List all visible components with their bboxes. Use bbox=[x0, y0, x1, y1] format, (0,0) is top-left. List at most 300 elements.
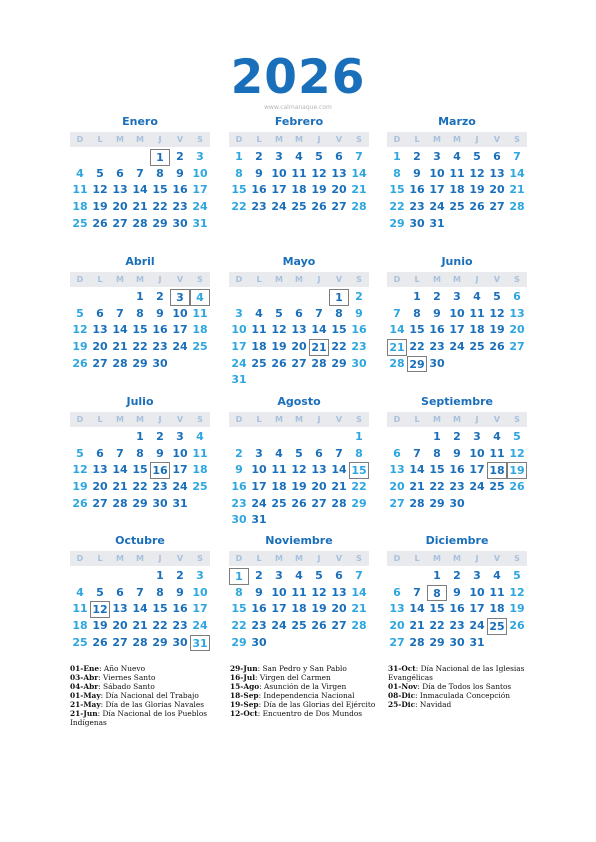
day-cell: 1 bbox=[136, 430, 144, 443]
day-cell: 28 bbox=[331, 496, 347, 510]
empty-cell bbox=[90, 149, 110, 166]
day-cell: 6 bbox=[493, 150, 501, 163]
day-cell: 21 bbox=[331, 480, 347, 494]
day-cell: 2 bbox=[176, 569, 184, 582]
day-cell: 24 bbox=[429, 200, 445, 214]
day-cell: 4 bbox=[275, 446, 283, 460]
day-cell: 19 bbox=[72, 480, 88, 494]
day-cell: 11 bbox=[469, 306, 485, 320]
day-cell: 28 bbox=[509, 200, 525, 214]
holiday-note: 03-Abr: Viernes Santo bbox=[70, 673, 156, 682]
weekday-label: V bbox=[176, 415, 184, 424]
empty-cell bbox=[130, 568, 150, 585]
day-cell: 2 bbox=[453, 569, 461, 582]
day-cell: 3 bbox=[255, 446, 263, 460]
day-cell: 6 bbox=[96, 306, 104, 320]
weekday-label: V bbox=[335, 275, 343, 284]
day-cell: 25 bbox=[291, 200, 307, 214]
day-cell: 27 bbox=[489, 200, 505, 214]
day-cell: 13 bbox=[389, 602, 405, 616]
day-cell: 13 bbox=[112, 602, 128, 616]
day-cell: 23 bbox=[152, 480, 168, 494]
month-name: Abril bbox=[125, 255, 155, 268]
weekday-label: S bbox=[356, 275, 362, 284]
day-cell: 12 bbox=[92, 183, 108, 197]
day-cell: 11 bbox=[192, 306, 208, 320]
weekday-label: M bbox=[136, 275, 144, 284]
day-cell: 27 bbox=[112, 635, 128, 649]
day-cell: 12 bbox=[311, 585, 327, 599]
day-cell: 20 bbox=[331, 602, 347, 616]
day-cell: 3 bbox=[235, 306, 243, 320]
day-cell: 3 bbox=[453, 290, 461, 303]
day-cell: 7 bbox=[355, 569, 363, 582]
holiday-name: San Pedro y San Pablo bbox=[262, 664, 347, 673]
day-cell: 13 bbox=[112, 183, 128, 197]
day-cell: 7 bbox=[136, 166, 144, 180]
day-cell: 14 bbox=[389, 323, 405, 337]
day-cell: 26 bbox=[72, 356, 88, 370]
holiday-date: 21-Jun bbox=[70, 709, 98, 718]
day-cell: 25 bbox=[72, 635, 88, 649]
day-cell: 23 bbox=[231, 496, 247, 510]
day-cell: 18 bbox=[192, 463, 208, 477]
weekday-label: L bbox=[256, 415, 262, 424]
weekday-label: M bbox=[453, 554, 461, 563]
weekday-label: J bbox=[317, 275, 321, 284]
day-cell: 15 bbox=[409, 323, 425, 337]
day-cell: 25 bbox=[192, 340, 208, 354]
empty-cell bbox=[70, 289, 90, 306]
day-cell: 23 bbox=[251, 619, 267, 633]
month-agosto bbox=[229, 395, 369, 529]
day-cell: 21 bbox=[409, 619, 425, 633]
weekday-label: M bbox=[295, 415, 303, 424]
day-cell: 29 bbox=[351, 496, 367, 510]
day-cell: 16 bbox=[351, 323, 367, 337]
day-cell: 7 bbox=[116, 446, 124, 460]
day-cell: 12 bbox=[291, 463, 307, 477]
holiday-day-cell: 21 bbox=[387, 339, 407, 356]
day-cell: 28 bbox=[351, 200, 367, 214]
holiday-day-cell: 8 bbox=[427, 585, 447, 602]
day-cell: 19 bbox=[92, 619, 108, 633]
day-cell: 19 bbox=[291, 480, 307, 494]
weekday-label: D bbox=[76, 275, 84, 284]
day-cell: 10 bbox=[271, 585, 287, 599]
day-cell: 14 bbox=[132, 602, 148, 616]
weekday-label: S bbox=[514, 135, 520, 144]
month-enero bbox=[70, 115, 210, 232]
day-cell: 11 bbox=[192, 446, 208, 460]
day-cell: 21 bbox=[509, 183, 525, 197]
holiday-name: Día Nacional del Trabajo bbox=[105, 691, 199, 700]
day-cell: 23 bbox=[351, 340, 367, 354]
holiday-day-cell: 1 bbox=[229, 568, 249, 585]
day-cell: 29 bbox=[331, 356, 347, 370]
day-cell: 13 bbox=[389, 463, 405, 477]
holiday-note: 01-Ene: Año Nuevo bbox=[70, 664, 146, 673]
site-watermark: www.calmanaque.com bbox=[264, 104, 332, 111]
weekday-label: M bbox=[433, 554, 441, 563]
day-cell: 25 bbox=[271, 496, 287, 510]
weekday-label: M bbox=[136, 554, 144, 563]
day-cell: 25 bbox=[291, 619, 307, 633]
day-cell: 27 bbox=[291, 356, 307, 370]
day-cell: 11 bbox=[291, 585, 307, 599]
month-name: Mayo bbox=[282, 255, 316, 268]
holiday-day-cell: 21 bbox=[309, 339, 329, 356]
weekday-header bbox=[387, 551, 527, 566]
day-grid bbox=[387, 568, 527, 651]
weekday-header bbox=[70, 551, 210, 566]
day-cell: 1 bbox=[355, 430, 363, 443]
day-cell: 4 bbox=[493, 569, 501, 582]
day-cell: 6 bbox=[116, 585, 124, 599]
day-cell: 14 bbox=[311, 323, 327, 337]
day-cell: 21 bbox=[132, 619, 148, 633]
holiday-date: 21-May bbox=[70, 700, 101, 709]
holiday-date: 01-Ene bbox=[70, 664, 100, 673]
empty-cell bbox=[90, 429, 110, 446]
day-cell: 17 bbox=[172, 463, 188, 477]
day-cell: 31 bbox=[172, 496, 188, 510]
day-cell: 24 bbox=[192, 200, 208, 214]
day-cell: 18 bbox=[271, 480, 287, 494]
weekday-label: L bbox=[97, 415, 103, 424]
weekday-label: S bbox=[514, 554, 520, 563]
holiday-date: 04-Abr bbox=[70, 682, 99, 691]
day-cell: 22 bbox=[152, 619, 168, 633]
holiday-day-cell: 31 bbox=[190, 635, 210, 652]
day-cell: 29 bbox=[389, 216, 405, 230]
day-cell: 7 bbox=[136, 585, 144, 599]
day-cell: 17 bbox=[469, 463, 485, 477]
day-cell: 10 bbox=[469, 446, 485, 460]
day-cell: 3 bbox=[473, 430, 481, 443]
day-cell: 1 bbox=[235, 150, 243, 163]
day-cell: 6 bbox=[393, 446, 401, 460]
day-cell: 22 bbox=[429, 619, 445, 633]
day-cell: 4 bbox=[76, 166, 84, 180]
month-name: Noviembre bbox=[265, 534, 333, 547]
day-cell: 28 bbox=[409, 496, 425, 510]
day-cell: 29 bbox=[231, 635, 247, 649]
day-cell: 7 bbox=[393, 306, 401, 320]
day-cell: 4 bbox=[295, 150, 303, 163]
day-cell: 15 bbox=[429, 463, 445, 477]
day-cell: 5 bbox=[76, 306, 84, 320]
weekday-label: S bbox=[356, 135, 362, 144]
day-cell: 20 bbox=[112, 619, 128, 633]
empty-cell bbox=[70, 429, 90, 446]
day-cell: 16 bbox=[449, 463, 465, 477]
day-cell: 27 bbox=[92, 496, 108, 510]
day-cell: 27 bbox=[509, 340, 525, 354]
day-cell: 13 bbox=[92, 323, 108, 337]
day-cell: 22 bbox=[152, 200, 168, 214]
day-cell: 25 bbox=[251, 356, 267, 370]
day-cell: 27 bbox=[331, 619, 347, 633]
day-cell: 22 bbox=[231, 619, 247, 633]
day-cell: 22 bbox=[351, 480, 367, 494]
holiday-date: 01-Nov bbox=[388, 682, 418, 691]
day-cell: 14 bbox=[409, 602, 425, 616]
day-cell: 8 bbox=[413, 306, 421, 320]
day-cell: 24 bbox=[271, 200, 287, 214]
day-cell: 26 bbox=[489, 340, 505, 354]
day-cell: 26 bbox=[92, 635, 108, 649]
day-cell: 18 bbox=[251, 340, 267, 354]
day-grid bbox=[229, 289, 369, 389]
day-cell: 31 bbox=[231, 373, 247, 387]
holiday-date: 29-Jun bbox=[230, 664, 258, 673]
day-cell: 6 bbox=[116, 166, 124, 180]
day-cell: 14 bbox=[112, 463, 128, 477]
weekday-label: M bbox=[453, 415, 461, 424]
holiday-note: 31-Oct: Día Nacional de las Iglesias Evangélicas bbox=[388, 664, 525, 682]
day-cell: 9 bbox=[453, 446, 461, 460]
holiday-date: 18-Sep bbox=[230, 691, 259, 700]
day-cell: 26 bbox=[271, 356, 287, 370]
day-cell: 4 bbox=[473, 290, 481, 303]
day-cell: 26 bbox=[311, 200, 327, 214]
day-cell: 25 bbox=[72, 216, 88, 230]
empty-cell bbox=[70, 568, 90, 585]
day-cell: 16 bbox=[172, 602, 188, 616]
day-grid bbox=[387, 149, 527, 232]
day-cell: 17 bbox=[469, 602, 485, 616]
holiday-name: Viernes Santo bbox=[103, 673, 156, 682]
day-cell: 8 bbox=[156, 585, 164, 599]
day-cell: 20 bbox=[389, 619, 405, 633]
day-cell: 9 bbox=[176, 166, 184, 180]
empty-cell bbox=[70, 149, 90, 166]
weekday-label: J bbox=[158, 275, 162, 284]
weekday-label: L bbox=[97, 275, 103, 284]
day-cell: 8 bbox=[433, 446, 441, 460]
day-cell: 29 bbox=[132, 496, 148, 510]
month-name: Septiembre bbox=[421, 395, 493, 408]
day-cell: 8 bbox=[156, 166, 164, 180]
weekday-label: V bbox=[493, 415, 501, 424]
day-cell: 13 bbox=[311, 463, 327, 477]
holiday-name: Encuentro de Dos Mundos bbox=[262, 709, 363, 718]
day-grid bbox=[70, 568, 210, 651]
day-cell: 2 bbox=[453, 430, 461, 443]
day-cell: 12 bbox=[72, 463, 88, 477]
day-cell: 7 bbox=[413, 446, 421, 460]
empty-cell bbox=[269, 289, 289, 306]
day-cell: 22 bbox=[389, 200, 405, 214]
day-grid bbox=[387, 289, 527, 372]
weekday-label: D bbox=[235, 135, 243, 144]
weekday-label: D bbox=[235, 554, 243, 563]
day-cell: 10 bbox=[172, 306, 188, 320]
day-cell: 5 bbox=[96, 585, 104, 599]
weekday-label: S bbox=[197, 415, 203, 424]
day-cell: 7 bbox=[355, 150, 363, 163]
weekday-label: S bbox=[356, 415, 362, 424]
day-cell: 4 bbox=[255, 306, 263, 320]
day-cell: 10 bbox=[429, 166, 445, 180]
day-cell: 26 bbox=[92, 216, 108, 230]
day-cell: 7 bbox=[116, 306, 124, 320]
day-cell: 24 bbox=[172, 340, 188, 354]
day-cell: 30 bbox=[449, 496, 465, 510]
day-cell: 17 bbox=[251, 480, 267, 494]
day-cell: 26 bbox=[311, 619, 327, 633]
day-cell: 22 bbox=[409, 340, 425, 354]
day-cell: 27 bbox=[389, 635, 405, 649]
day-cell: 9 bbox=[355, 306, 363, 320]
day-cell: 11 bbox=[489, 446, 505, 460]
day-cell: 9 bbox=[255, 166, 263, 180]
day-grid bbox=[70, 149, 210, 232]
empty-cell bbox=[309, 429, 329, 446]
weekday-label: J bbox=[317, 415, 321, 424]
weekday-label: J bbox=[158, 415, 162, 424]
day-cell: 11 bbox=[449, 166, 465, 180]
month-name: Julio bbox=[126, 395, 154, 408]
day-cell: 29 bbox=[152, 216, 168, 230]
day-cell: 10 bbox=[172, 446, 188, 460]
weekday-header bbox=[229, 412, 369, 427]
weekday-label: M bbox=[433, 135, 441, 144]
weekday-header bbox=[387, 272, 527, 287]
weekday-label: S bbox=[356, 554, 362, 563]
day-cell: 30 bbox=[152, 496, 168, 510]
month-mayo bbox=[229, 255, 369, 389]
day-cell: 10 bbox=[251, 463, 267, 477]
weekday-label: V bbox=[335, 554, 343, 563]
holiday-day-cell: 18 bbox=[487, 462, 507, 479]
holiday-name: Sábado Santo bbox=[103, 682, 155, 691]
day-cell: 17 bbox=[429, 183, 445, 197]
day-cell: 12 bbox=[469, 166, 485, 180]
weekday-label: J bbox=[317, 135, 321, 144]
day-cell: 22 bbox=[132, 340, 148, 354]
day-cell: 26 bbox=[509, 619, 525, 633]
day-cell: 4 bbox=[493, 430, 501, 443]
day-cell: 19 bbox=[72, 340, 88, 354]
weekday-label: D bbox=[76, 135, 84, 144]
day-cell: 17 bbox=[271, 602, 287, 616]
weekday-label: M bbox=[295, 554, 303, 563]
day-cell: 18 bbox=[72, 619, 88, 633]
weekday-label: L bbox=[414, 135, 420, 144]
weekday-label: S bbox=[197, 554, 203, 563]
day-cell: 5 bbox=[493, 290, 501, 303]
day-cell: 3 bbox=[176, 430, 184, 443]
day-cell: 21 bbox=[351, 602, 367, 616]
day-cell: 13 bbox=[509, 306, 525, 320]
weekday-label: M bbox=[136, 415, 144, 424]
day-cell: 21 bbox=[112, 340, 128, 354]
day-cell: 1 bbox=[433, 569, 441, 582]
day-cell: 2 bbox=[413, 150, 421, 163]
holiday-note: 04-Abr: Sábado Santo bbox=[70, 682, 155, 691]
weekday-label: J bbox=[475, 554, 479, 563]
day-cell: 8 bbox=[235, 166, 243, 180]
weekday-label: V bbox=[335, 415, 343, 424]
day-cell: 5 bbox=[76, 446, 84, 460]
day-cell: 29 bbox=[132, 356, 148, 370]
year-title: 2026 bbox=[230, 50, 366, 105]
day-cell: 6 bbox=[295, 306, 303, 320]
day-cell: 22 bbox=[132, 480, 148, 494]
day-cell: 14 bbox=[409, 463, 425, 477]
day-cell: 21 bbox=[351, 183, 367, 197]
day-cell: 19 bbox=[311, 602, 327, 616]
day-cell: 24 bbox=[172, 480, 188, 494]
day-cell: 16 bbox=[409, 183, 425, 197]
day-cell: 30 bbox=[172, 216, 188, 230]
month-junio bbox=[387, 255, 527, 372]
empty-cell bbox=[110, 149, 130, 166]
weekday-label: J bbox=[158, 135, 162, 144]
day-cell: 7 bbox=[315, 306, 323, 320]
day-cell: 19 bbox=[489, 323, 505, 337]
weekday-label: V bbox=[176, 275, 184, 284]
day-cell: 11 bbox=[271, 463, 287, 477]
day-cell: 20 bbox=[509, 323, 525, 337]
holiday-name: Día de Todos los Santos bbox=[422, 682, 512, 691]
empty-cell bbox=[269, 429, 289, 446]
day-cell: 20 bbox=[311, 480, 327, 494]
day-cell: 9 bbox=[255, 585, 263, 599]
day-cell: 23 bbox=[172, 619, 188, 633]
day-cell: 16 bbox=[251, 183, 267, 197]
day-cell: 14 bbox=[351, 166, 367, 180]
holiday-day-cell: 25 bbox=[487, 618, 507, 635]
month-febrero bbox=[229, 115, 369, 216]
day-cell: 4 bbox=[76, 585, 84, 599]
weekday-header bbox=[70, 412, 210, 427]
holiday-note: 08-Dic: Inmaculada Concepción bbox=[388, 691, 510, 700]
holiday-day-cell: 3 bbox=[170, 289, 190, 306]
weekday-label: L bbox=[97, 135, 103, 144]
day-cell: 18 bbox=[469, 323, 485, 337]
day-cell: 31 bbox=[251, 513, 267, 527]
empty-cell bbox=[407, 429, 427, 446]
weekday-label: D bbox=[393, 554, 401, 563]
day-cell: 1 bbox=[433, 430, 441, 443]
day-grid bbox=[229, 149, 369, 216]
day-cell: 20 bbox=[489, 183, 505, 197]
holiday-day-cell: 15 bbox=[349, 462, 369, 479]
day-cell: 9 bbox=[433, 306, 441, 320]
month-name: Enero bbox=[122, 115, 158, 128]
day-cell: 6 bbox=[335, 150, 343, 163]
day-cell: 18 bbox=[192, 323, 208, 337]
holiday-name: Virgen del Carmen bbox=[259, 673, 331, 682]
day-cell: 13 bbox=[489, 166, 505, 180]
day-cell: 14 bbox=[351, 585, 367, 599]
day-cell: 23 bbox=[409, 200, 425, 214]
day-grid bbox=[229, 568, 369, 651]
day-cell: 28 bbox=[132, 216, 148, 230]
weekday-label: M bbox=[136, 135, 144, 144]
empty-cell bbox=[229, 289, 249, 306]
day-cell: 28 bbox=[112, 496, 128, 510]
day-cell: 28 bbox=[389, 356, 405, 370]
day-cell: 2 bbox=[235, 446, 243, 460]
month-diciembre bbox=[387, 534, 527, 651]
month-septiembre bbox=[387, 395, 527, 512]
day-cell: 5 bbox=[295, 446, 303, 460]
day-cell: 10 bbox=[192, 585, 208, 599]
